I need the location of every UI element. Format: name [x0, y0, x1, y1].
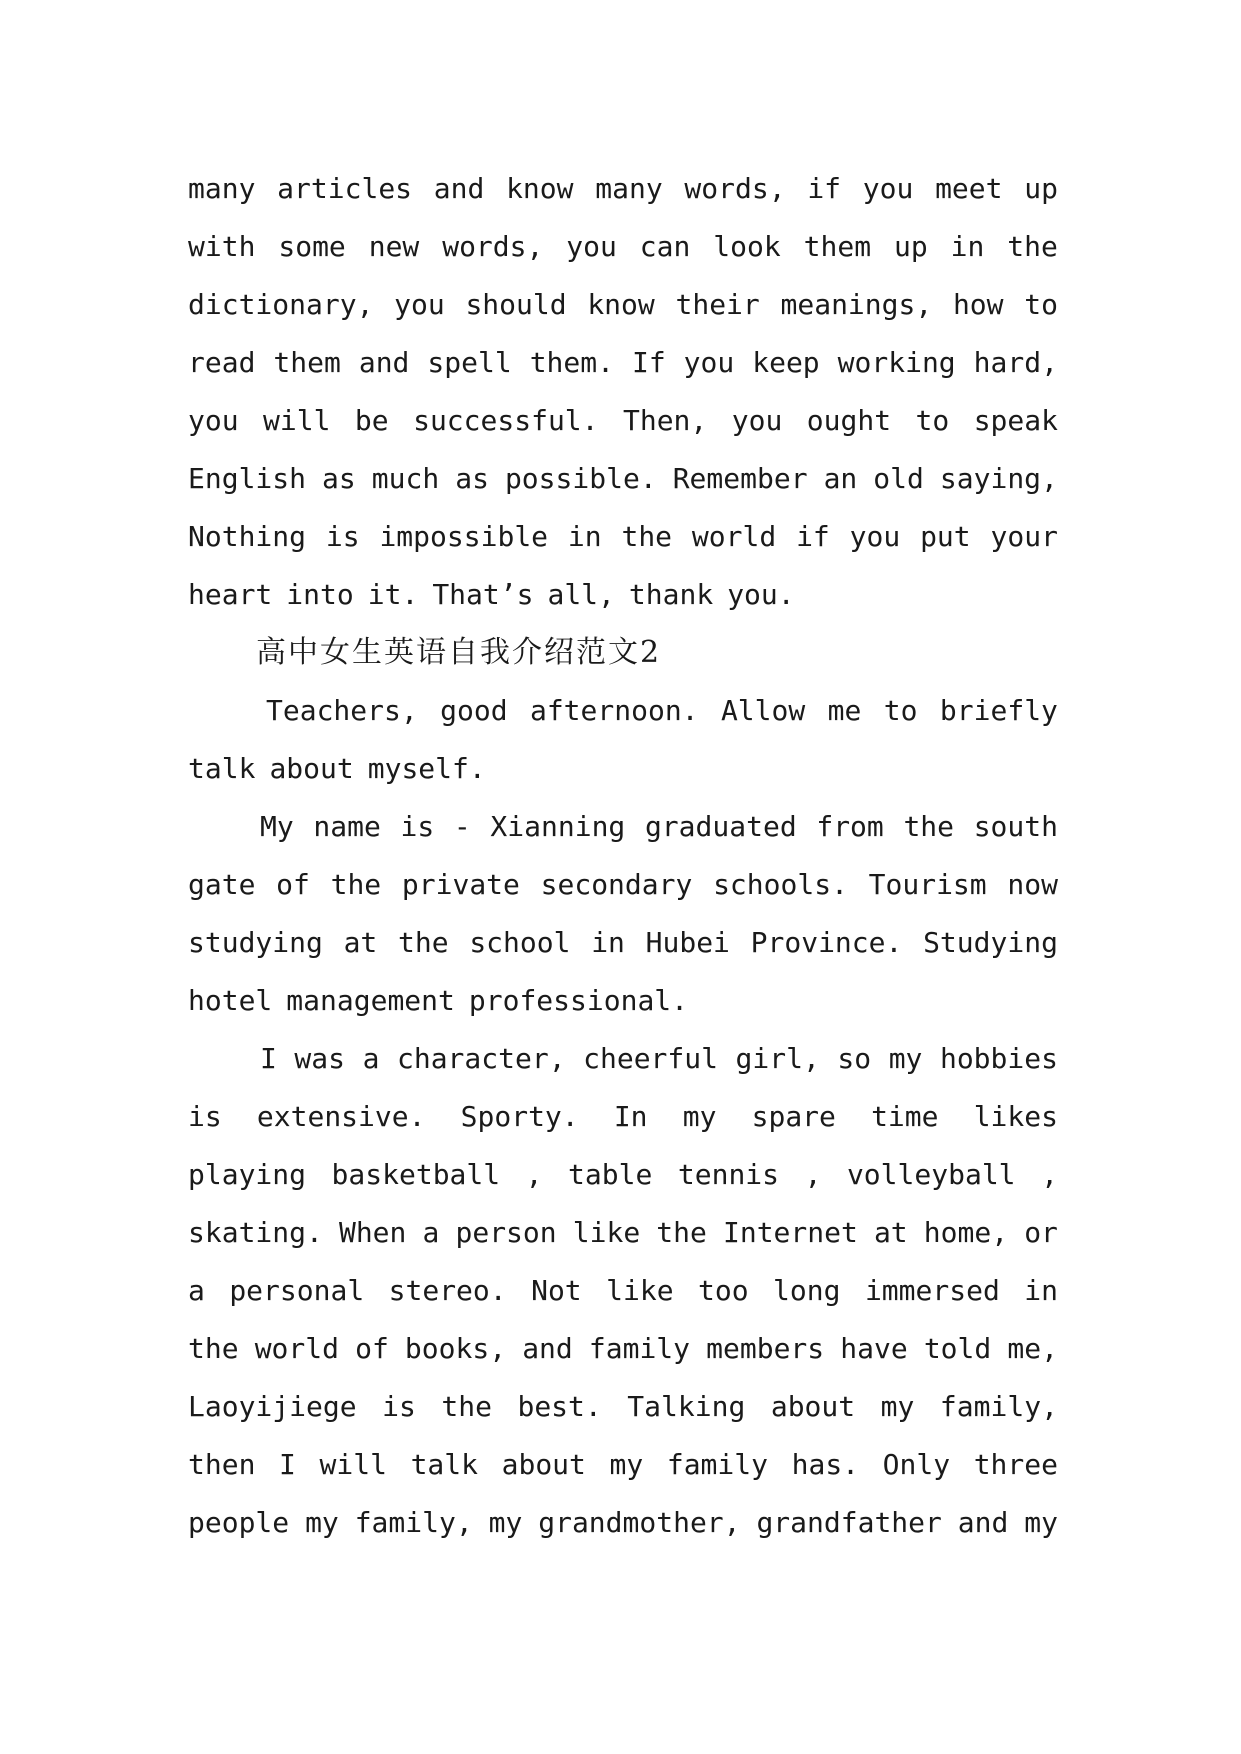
word: Only [882, 1448, 951, 1481]
word: into [286, 578, 354, 611]
word: if [796, 520, 830, 553]
word: In [613, 1100, 648, 1133]
word: studying [188, 926, 323, 959]
text-line [188, 682, 1058, 740]
word: or [1024, 1216, 1058, 1249]
word: you [394, 288, 445, 321]
word: name [313, 810, 381, 843]
word: That’s [432, 578, 534, 611]
word: and [358, 346, 410, 379]
word: I [279, 1448, 296, 1481]
paragraph-greeting [188, 682, 1058, 798]
word: Teachers, [266, 694, 418, 727]
word: family [588, 1332, 691, 1365]
word: the [441, 1390, 492, 1423]
text-line [188, 972, 1058, 1030]
word: them. [529, 346, 614, 379]
word: me [827, 694, 862, 727]
word: secondary [540, 868, 693, 901]
word: Studying [923, 926, 1058, 959]
word: told [923, 1332, 992, 1365]
word: Tourism [868, 868, 987, 901]
word: working [837, 346, 956, 379]
word: a [422, 1216, 440, 1249]
paragraph-hobbies-family [188, 1030, 1058, 1552]
word: in [1024, 1274, 1058, 1307]
word: all, [547, 578, 615, 611]
word: and [957, 1506, 1009, 1539]
word: many [188, 172, 256, 205]
text-line [188, 798, 1058, 856]
word: me, [1007, 1332, 1058, 1365]
word: schools. [713, 868, 848, 901]
word: be [354, 404, 389, 437]
word: then [188, 1448, 256, 1481]
word: family, [354, 1506, 473, 1539]
word: - [453, 810, 471, 843]
word: the [656, 1216, 707, 1249]
word: spare [751, 1100, 836, 1133]
word: of [355, 1332, 389, 1365]
word: dictionary, [188, 288, 374, 321]
word: , [804, 1158, 822, 1191]
word: school [469, 926, 571, 959]
word: at [873, 1216, 908, 1249]
word: heart [188, 578, 273, 611]
word: them [803, 230, 872, 263]
text-line [188, 160, 1058, 218]
word: will [263, 404, 331, 437]
word: stereo. [388, 1274, 507, 1307]
word: in [567, 520, 602, 553]
word: you [849, 520, 901, 553]
word: words, [684, 172, 786, 205]
word: graduated [644, 810, 797, 843]
word: south [973, 810, 1058, 843]
text-line [188, 1378, 1058, 1436]
word: how [952, 288, 1004, 321]
text-line [188, 1030, 1058, 1088]
word: should [465, 288, 567, 321]
word: management [286, 984, 455, 1017]
word: it. [367, 578, 419, 611]
word: impossible [379, 520, 549, 553]
word: so [837, 1042, 872, 1075]
word: Talking [627, 1390, 746, 1423]
word: people [188, 1506, 290, 1539]
text-line [188, 740, 1058, 798]
word: now [1007, 868, 1058, 901]
word: Xianning [490, 810, 626, 843]
word: successful. [413, 404, 599, 437]
word: briefly [939, 694, 1058, 727]
word: you [683, 346, 735, 379]
word: know [587, 288, 655, 321]
word: books, [404, 1332, 507, 1365]
word: to [1024, 288, 1058, 321]
word: my [682, 1100, 717, 1133]
word: the [398, 926, 449, 959]
word: keep [752, 346, 820, 379]
word: my [880, 1390, 915, 1423]
text-line [188, 566, 1058, 624]
word: you [731, 404, 783, 437]
word: you [862, 172, 914, 205]
word: read [188, 346, 256, 379]
word: my [1024, 1506, 1058, 1539]
word: Then, [622, 404, 708, 437]
text-line [188, 1204, 1058, 1262]
word: hard, [973, 346, 1058, 379]
word: like [572, 1216, 641, 1249]
word: from [816, 810, 884, 843]
word: has. [791, 1448, 860, 1481]
word: my [888, 1042, 923, 1075]
word: articles [277, 172, 413, 205]
word: gate [188, 868, 256, 901]
word: a [362, 1042, 380, 1075]
word: is [188, 1100, 222, 1133]
word: will [319, 1448, 387, 1481]
word: grandmother, [538, 1506, 741, 1539]
word: to [915, 404, 950, 437]
word: words, [442, 230, 544, 263]
word: family [666, 1448, 768, 1481]
word: world [254, 1332, 339, 1365]
word: afternoon. [529, 694, 699, 727]
word: my [305, 1506, 339, 1539]
word: world [691, 520, 777, 553]
word: many [595, 172, 663, 205]
word: in [591, 926, 625, 959]
word: is [325, 520, 360, 553]
word: skating. [188, 1216, 323, 1249]
word: thank [628, 578, 714, 611]
paragraph-name-school [188, 798, 1058, 1030]
word: as [455, 462, 489, 495]
word: was [294, 1042, 345, 1075]
word: if [807, 172, 842, 205]
word: meet [935, 172, 1003, 205]
word: put [920, 520, 971, 553]
word: character, [396, 1042, 566, 1075]
word: you. [727, 578, 795, 611]
word: best. [517, 1390, 602, 1423]
word: your [990, 520, 1058, 553]
word: Nothing [188, 520, 307, 553]
word: my [609, 1448, 644, 1481]
word: tennis [677, 1158, 780, 1191]
word: I [260, 1042, 277, 1075]
word: too [698, 1274, 749, 1307]
word: know [506, 172, 574, 205]
word: myself. [367, 752, 486, 785]
word: time [871, 1100, 939, 1133]
word: Not [531, 1274, 582, 1307]
word: hotel [188, 984, 273, 1017]
word: Hubei [645, 926, 730, 959]
word: is [400, 810, 435, 843]
word: extensive. [256, 1100, 426, 1133]
paragraph-closing-speech [188, 160, 1058, 624]
word: an [823, 462, 858, 495]
word: basketball [331, 1158, 501, 1191]
text-line [188, 508, 1058, 566]
word: have [840, 1332, 908, 1365]
word: a [188, 1274, 205, 1307]
text-line [188, 450, 1058, 508]
word: to [883, 694, 918, 727]
word: can [639, 230, 691, 263]
word: my [488, 1506, 523, 1539]
word: like [606, 1274, 674, 1307]
word: you [566, 230, 617, 263]
word: private [401, 868, 520, 901]
word: Sporty. [460, 1100, 579, 1133]
word: at [343, 926, 378, 959]
word: long [773, 1274, 841, 1307]
word: the [903, 810, 955, 843]
word: Laoyijiege [188, 1390, 357, 1423]
word: the [330, 868, 382, 901]
word: home, [923, 1216, 1009, 1249]
word: , [525, 1158, 543, 1191]
word: meanings, [780, 288, 933, 321]
text-line [188, 1146, 1058, 1204]
word: their [675, 288, 760, 321]
text-line [188, 856, 1058, 914]
word: grandfather [756, 1506, 942, 1539]
word: you [188, 404, 239, 437]
word: and [433, 172, 485, 205]
word: about [501, 1448, 586, 1481]
word: My [260, 810, 294, 843]
word: ought [806, 404, 892, 437]
word: the [621, 520, 673, 553]
text-line [188, 218, 1058, 276]
word: and [522, 1332, 573, 1365]
word: them [273, 346, 341, 379]
word: volleyball [846, 1158, 1016, 1191]
word: talk [188, 752, 256, 785]
word: in [950, 230, 985, 263]
word: up [1024, 172, 1058, 205]
word: table [568, 1158, 653, 1191]
word: girl, [735, 1042, 820, 1075]
text-line [188, 1320, 1058, 1378]
word: Allow [720, 694, 806, 727]
word: the [1007, 230, 1058, 263]
word: of [276, 868, 310, 901]
word: speak [973, 404, 1058, 437]
word: up [894, 230, 928, 263]
section-heading: 高中女生英语自我介绍范文2 [256, 635, 662, 670]
word: cheerful [583, 1042, 718, 1075]
word: is [382, 1390, 416, 1423]
word: playing [188, 1158, 307, 1191]
text-line [188, 914, 1058, 972]
word: talk [410, 1448, 478, 1481]
text-line [188, 1262, 1058, 1320]
word: new [368, 230, 420, 263]
word: about [770, 1390, 856, 1423]
word: the [188, 1332, 239, 1365]
word: family, [939, 1390, 1058, 1423]
word: personal [229, 1274, 365, 1307]
document-body [188, 160, 1058, 1552]
text-line [188, 276, 1058, 334]
word: some [278, 230, 346, 263]
word: likes [973, 1100, 1058, 1133]
word: members [706, 1332, 825, 1365]
word: spell [427, 346, 512, 379]
word: saying, [939, 462, 1058, 495]
word: person [455, 1216, 557, 1249]
word: When [338, 1216, 407, 1249]
word: , [1041, 1158, 1058, 1191]
text-line [188, 392, 1058, 450]
word: Province. [750, 926, 903, 959]
word: look [713, 230, 781, 263]
word: with [188, 230, 256, 263]
word: possible. [504, 462, 657, 495]
word: about [269, 752, 354, 785]
word: much [371, 462, 440, 495]
word: If [631, 346, 666, 379]
word: Internet [722, 1216, 858, 1249]
word: good [440, 694, 508, 727]
word: immersed [864, 1274, 1000, 1307]
text-line [188, 334, 1058, 392]
word: as [322, 462, 356, 495]
word: Remember [672, 462, 808, 495]
word: English [188, 462, 307, 495]
text-line [188, 1494, 1058, 1552]
word: three [973, 1448, 1058, 1481]
text-line [188, 1088, 1058, 1146]
text-line [188, 1436, 1058, 1494]
word: old [873, 462, 924, 495]
word: hobbies [939, 1042, 1058, 1075]
word: professional. [468, 984, 689, 1017]
